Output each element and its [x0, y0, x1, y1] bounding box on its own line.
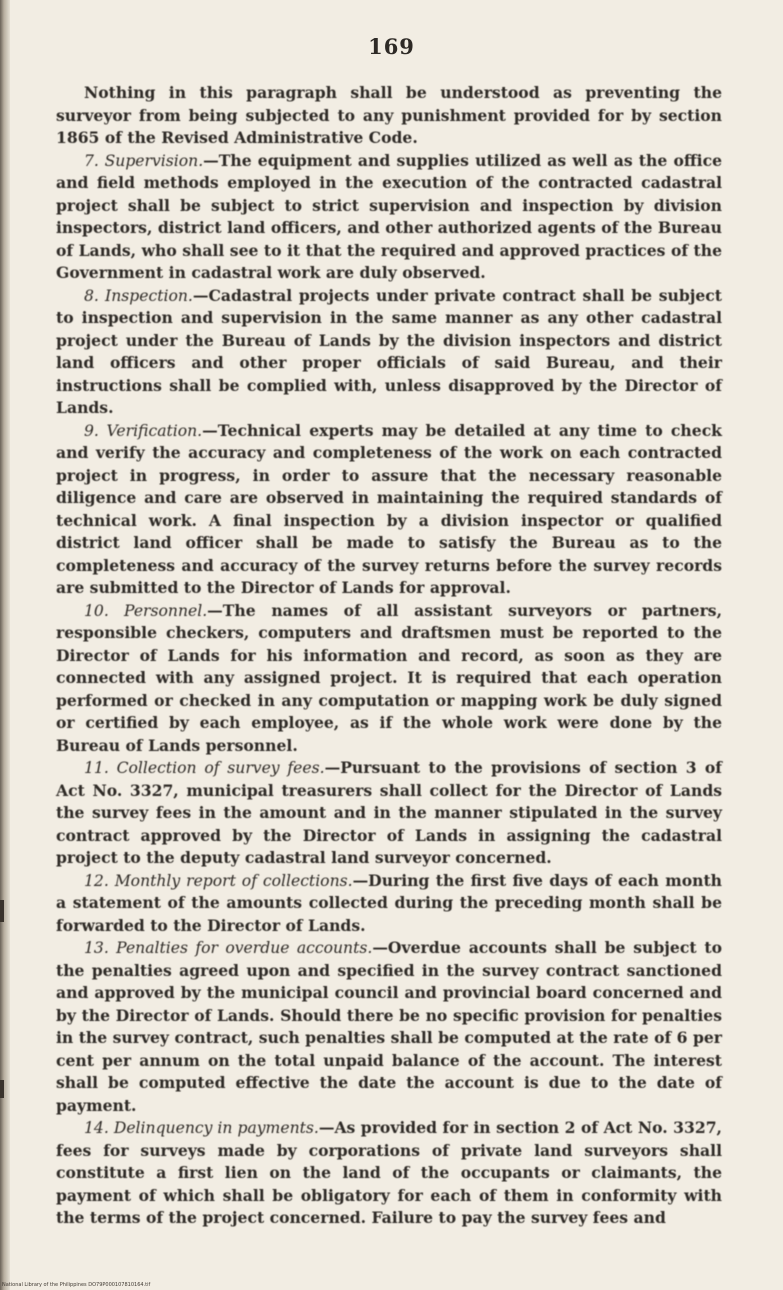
section-heading: 9. Verification. [84, 421, 203, 440]
section-heading: 10. Personnel. [84, 601, 208, 620]
page-spine-edge [0, 0, 10, 1290]
scan-credit: National Library of the Philippines DO79P000107810164.tif [2, 1282, 151, 1288]
section-heading: 12. Monthly report of collections. [84, 871, 353, 890]
section-heading: 14. Delinquency in payments. [84, 1119, 319, 1137]
section-heading: 7. Supervision. [84, 151, 204, 170]
paragraph-monthly-report: 12. Monthly report of collections.—During the first five days of each month a statement of the amounts collected during the preceding month shall be forwarded to the Director of Lands. [56, 870, 722, 935]
paragraph-delinquency: 14. Delinquency in payments.—As provided for in section 2 of Act No. 3327, fees for surveys made by corporations of private land surveyors shall constitute a first lien on the land of the occupants or claimants, the payment of which shall be obligatory for each of them in conformity with the terms of the project concerned. Failure to pay the survey fees and [56, 1118, 722, 1227]
paragraph-personnel: 10. Personnel.—The names of all assistant surveyors or partners, responsible checkers, computers and draftsmen must be reported to the Director of Lands for his information and record, as soon as they are connected with any assigned project. It is required that each operation performed or checked in any computation or mapping work be duly signed or certified by each employee, as if the whole work were done by the Bureau of Lands personnel. [56, 600, 722, 755]
section-heading: 11. Collection of survey fees. [84, 759, 325, 777]
page-number: 169 [368, 34, 415, 59]
section-heading: 13. Penalties for overdue accounts. [84, 939, 373, 957]
paragraph-inspection: 8. Inspection.—Cadastral projects under private contract shall be subject to inspection and supervision in the same manner as any other cadastral project under the Bureau of Lands by the division inspectors and district land officers and other proper officials of said Bureau, and their instructions shall be complied with, unless disapproved by the Director of Lands. [56, 285, 722, 417]
body-text [56, 82, 722, 1230]
binding-mark [0, 900, 4, 922]
paragraph-penalties: 13. Penalties for overdue accounts.—Overdue accounts shall be subject to the penalties agreed upon and specified in the survey contract sanctioned and approved by the municipal council and provincial board concerned and by the Director of Lands. Should there be no specific provision for penalties in the survey contract, such penalties shall be computed at the rate of 6 per cent per annum on the total unpaid balance of the account. The interest shall be computed effective the date the account is due to the date of payment. [56, 938, 722, 1115]
paragraph-continuation: Nothing in this paragraph shall be understood as preventing the surveyor from being subjected to any punishment provided for by section 1865 of the Revised Administrative Code. [56, 83, 722, 147]
paragraph-verification: 9. Verification.—Technical experts may be detailed at any time to check and verify the accuracy and completeness of the work on each contracted project in progress, in order to assure that the necessary reasonable diligence and care are observed in maintaining the required standards of technical work. A final inspection by a division inspector or qualified district land officer shall be made to satisfy the Bureau as to the completeness and accuracy of the survey returns before the survey records are submitted to the Director of Lands for approval. [56, 420, 722, 597]
binding-mark [0, 1080, 4, 1098]
paragraph-supervision: 7. Supervision.—The equipment and supplies utilized as well as the office and field methods employed in the execution of the contracted cadastral project shall be subject to strict supervision and inspection by division inspectors, district land officers, and other authorized agents of the Bureau of Lands, who shall see to it that the required and approved practices of the Government in cadastral work are duly observed. [56, 150, 722, 282]
paragraph-collection-of-survey-fees: 11. Collection of survey fees.—Pursuant to the provisions of section 3 of Act No. 3327, municipal treasurers shall collect for the Director of Lands the survey fees in the amount and in the manner stipulated in the survey contract approved by the Director of Lands in assigning the cadastral project to the deputy cadastral land surveyor concerned. [56, 758, 723, 867]
section-heading: 8. Inspection. [84, 286, 193, 305]
